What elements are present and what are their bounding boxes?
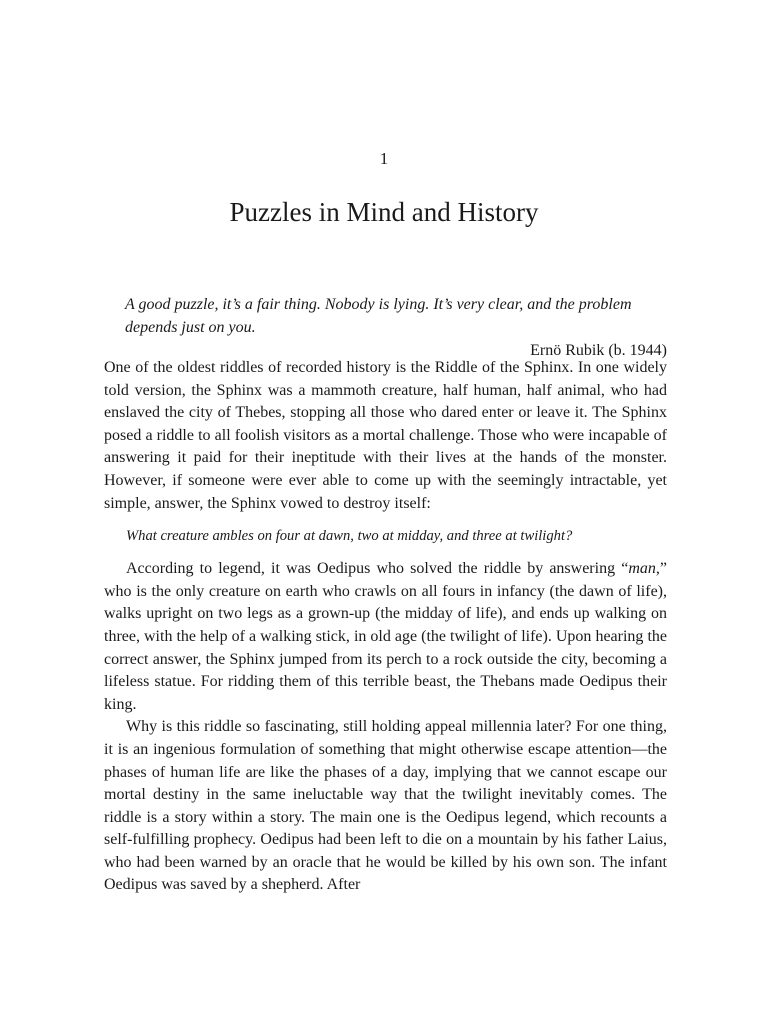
body-text (104, 357, 667, 897)
paragraph-2-prefix: According to legend, it was Oedipus who solved the riddle by answering (126, 560, 622, 578)
chapter-title: Puzzles in Mind and History (229, 197, 539, 227)
paragraph-2-suffix: ,” who is the only creature on earth who crawls on all fours in infancy (the dawn of life), walks upright on two legs as a grown-up (the midday of life), and ends up walking on three, with the help of a walking stick, in old age (the twilight of life). Upon hearing the correct answer, the Sphinx jumped from its perch to a rock outside the city, becoming a lifeless statue. For ridding them of this terrible beast, the Thebans made Oedipus their king. (104, 560, 667, 713)
paragraph-3: Why is this riddle so fascinating, still holding appeal millennia later? For one thing, it is an ingenious formulation of something that might otherwise escape attention—the phases of human life are like the phases of a day, implying that we cannot escape our mortal destiny in the same ineluctable way that the twilight inevitably comes. The riddle is a story within a story. The main one is the Oedipus legend, which recounts a self-fulfilling prophecy. Oedipus had been left to die on a mountain by his father Laius, who had been warned by an oracle that he would be killed by his own son. The infant Oedipus was saved by a shepherd. After (104, 718, 667, 894)
paragraph-1: One of the oldest riddles of recorded history is the Riddle of the Sphinx. In one widely told version, the Sphinx was a mammoth creature, half human, half animal, who had enslaved the city of Thebes, stopping all those who dared enter or leave it. The Sphinx posed a riddle to all foolish visitors as a mortal challenge. Those who were incapable of answering it paid for their ineptitude with their lives at the hands of the monster. However, if someone were ever able to come up with the seemingly intractable, yet simple, answer, the Sphinx vowed to destroy itself: (104, 359, 667, 512)
paragraph-2-open-quote: “ (621, 560, 629, 578)
paragraph-2-emphasis: man (628, 560, 656, 578)
epigraph-attribution: Ernö Rubik (b. 1944) (530, 342, 667, 359)
epigraph-quote: A good puzzle, it’s a fair thing. Nobody is lying. It’s very clear, and the problem depends just on you. (125, 296, 632, 336)
paragraph-2 (104, 558, 667, 716)
chapter-number: 1 (379, 149, 389, 168)
riddle-quote: What creature ambles on four at dawn, two at midday, and three at twilight? (126, 528, 573, 545)
epigraph (125, 293, 667, 362)
